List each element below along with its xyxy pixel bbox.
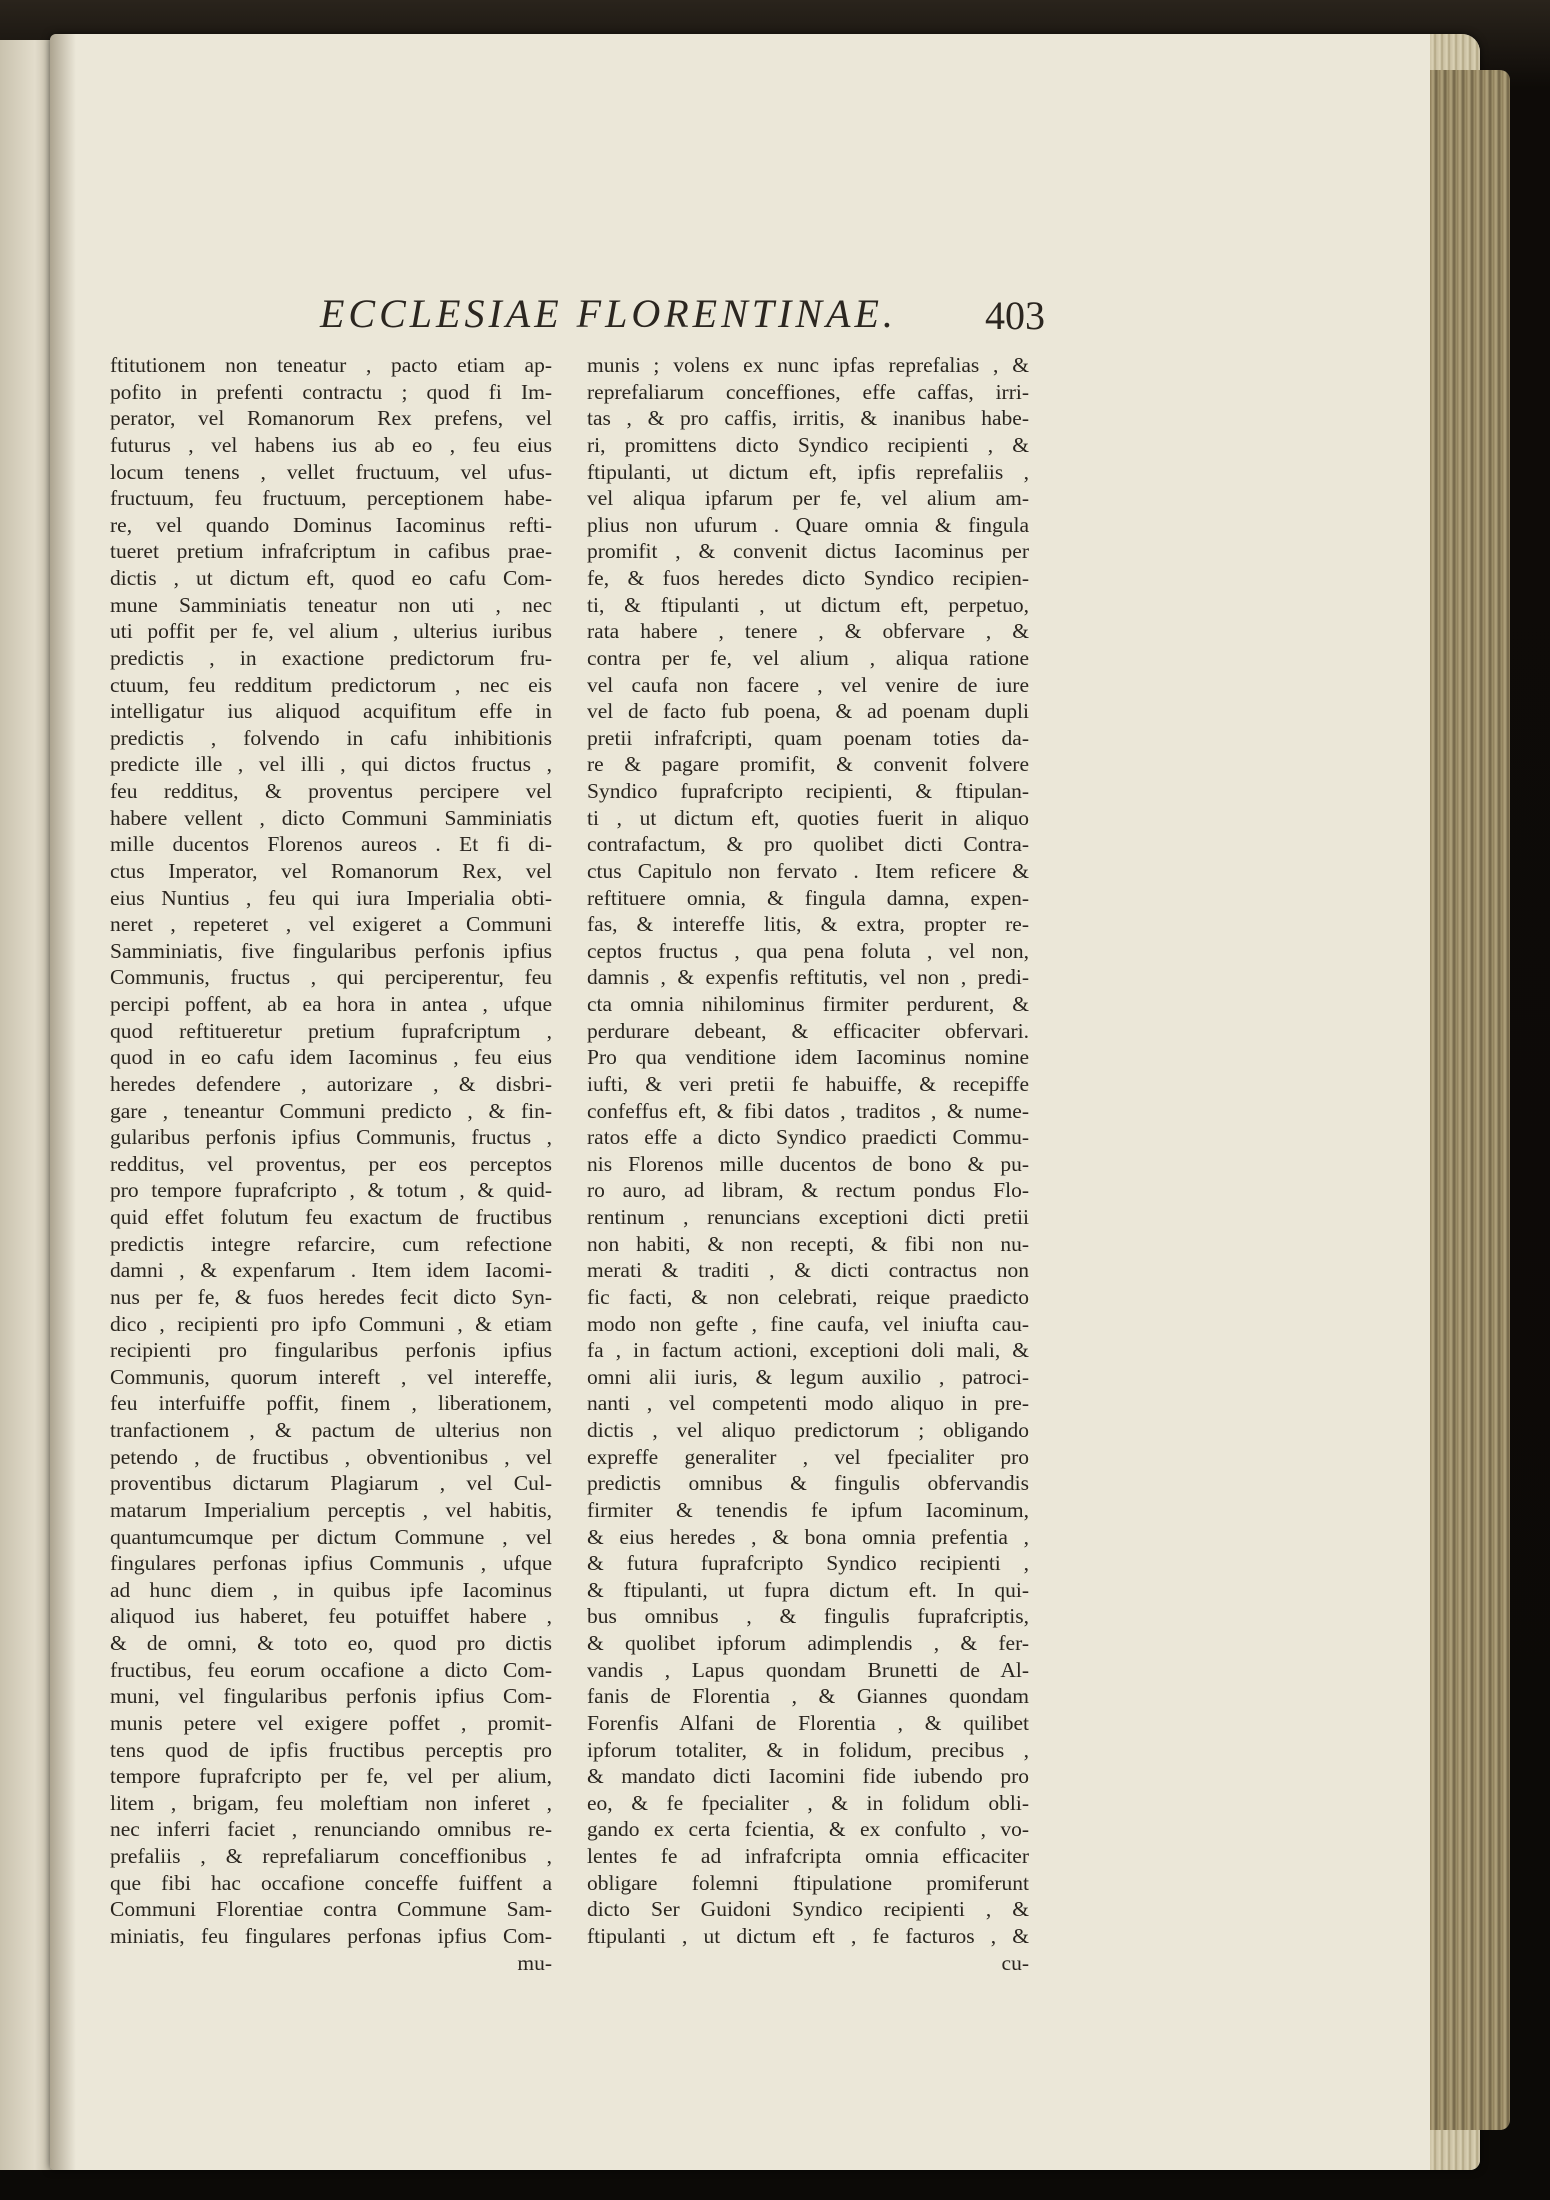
text-line: ipforum totaliter, & in folidum, precibus , (587, 1737, 1029, 1762)
text-line: contra per fe, vel alium , aliqua ratione (587, 645, 1029, 670)
text-line: ti , ut dictum eft, quoties fuerit in aliquo (587, 805, 1029, 830)
text-line: quod in eo cafu idem Iacominus , feu eius (110, 1045, 552, 1070)
text-line: pro tempore fuprafcripto , & totum , & quid- (110, 1178, 552, 1203)
right-column (587, 352, 1029, 1976)
text-line: ad hunc diem , in quibus ipfe Iacominus (110, 1577, 552, 1602)
text-line: dictis , ut dictum eft, quod eo cafu Com- (110, 566, 552, 590)
text-line: ratos effe a dicto Syndico praedicti Commu- (587, 1125, 1029, 1150)
text-line: eo, & fe fpecialiter , & in folidum obli- (587, 1790, 1029, 1815)
text-line: & quolibet ipforum adimplendis , & fer- (587, 1631, 1029, 1655)
text-line: que fibi hac occafione conceffe fuiffent a (110, 1870, 552, 1895)
text-line: predictis omnibus & fingulis obfervandis (587, 1471, 1029, 1496)
text-line: ctus Imperator, vel Romanorum Rex, vel (110, 858, 552, 883)
text-line: ftipulanti , ut dictum eft , fe facturos , & (587, 1923, 1029, 1948)
text-line: ftipulanti, ut dictum eft, ipfis reprefaliis , (587, 459, 1029, 484)
text-line: predicte ille , vel illi , qui dictos fructus , (110, 752, 552, 777)
text-line: eius Nuntius , feu qui iura Imperialia obti- (110, 885, 552, 910)
text-line: tens quod de ipfis fructibus perceptis pro (110, 1737, 552, 1762)
catchword: mu- (517, 1950, 552, 1975)
text-line: pretii infrafcripti, quam poenam toties da- (587, 725, 1029, 750)
text-line: Samminiatis, five fingularibus perfonis ipfius (110, 938, 552, 963)
text-line: Pro qua venditione idem Iacominus nomine (587, 1045, 1029, 1070)
text-line: fingulares perfonas ipfius Communis , ufque (110, 1551, 552, 1576)
text-line: proventibus dictarum Plagiarum , vel Cul- (110, 1471, 552, 1496)
text-line: merati & traditi , & dicti contractus non (587, 1258, 1029, 1283)
text-line: predictis , in exactione predictorum fru- (110, 645, 552, 670)
text-line: omni alii iuris, & legum auxilio , patroci- (587, 1364, 1029, 1389)
page-gutter (50, 34, 76, 2170)
text-line: & eius heredes , & bona omnia prefentia , (587, 1524, 1029, 1549)
text-line: & futura fuprafcripto Syndico recipienti , (587, 1551, 1029, 1576)
text-line: munis petere vel exigere poffet , promit- (110, 1710, 552, 1735)
text-line: redditus, vel proventus, per eos perceptos (110, 1151, 552, 1176)
text-line: confeffus eft, & fibi datos , traditos , & nume- (587, 1098, 1029, 1123)
text-line: predictis , folvendo in cafu inhibitionis (110, 725, 552, 750)
text-line: Syndico fuprafcripto recipienti, & ftipulan- (587, 779, 1029, 803)
text-line: vel de facto fub poena, & ad poenam dupli (587, 699, 1029, 724)
text-line: habere vellent , dicto Communi Samminiatis (110, 805, 552, 830)
text-line: tueret pretium infrafcriptum in cafibus prae- (110, 539, 552, 564)
text-line: fas, & intereffe litis, & extra, propter re- (587, 912, 1029, 937)
text-line: damni , & expenfarum . Item idem Iacomi- (110, 1258, 552, 1283)
text-line: promifit , & convenit dictus Iacominus per (587, 539, 1029, 564)
text-line: modo non gefte , fine caufa, vel iniufta cau- (587, 1311, 1029, 1336)
text-line: gare , teneantur Communi predicto , & fin- (110, 1098, 552, 1123)
text-line: intelligatur ius aliquod acquifitum effe in (110, 699, 552, 724)
text-line: non habiti, & non recepti, & fibi non nu- (587, 1231, 1029, 1256)
text-line: quid effet folutum feu exactum de fructibus (110, 1205, 552, 1229)
text-line: damnis , & expenfis reftitutis, vel non , predi- (587, 965, 1029, 990)
text-line: ctus Capitulo non fervato . Item reficere & (587, 858, 1029, 883)
text-line: uti poffit per fe, vel alium , ulterius iuribus (110, 619, 552, 644)
text-line: nec inferri faciet , renunciando omnibus re- (110, 1817, 552, 1842)
book-block-edge (1430, 70, 1510, 2130)
text-line: percipi poffent, ab ea hora in antea , ufque (110, 992, 552, 1016)
text-line: fa , in factum actioni, exceptioni doli mali, & (587, 1338, 1029, 1363)
text-line: recipienti pro fingularibus perfonis ipfius (110, 1338, 552, 1363)
text-line: feu interfuiffe poffit, finem , liberationem, (110, 1391, 552, 1416)
text-line: gularibus perfonis ipfius Communis, fructus , (110, 1125, 552, 1150)
page-number: 403 (985, 293, 1045, 338)
text-line: aliquod ius haberet, feu potuiffet habere , (110, 1604, 552, 1629)
text-line: plius non ufurum . Quare omnia & fingula (587, 512, 1029, 537)
text-line: quod reftitueretur pretium fuprafcriptum , (110, 1018, 552, 1043)
text-line: tas , & pro caffis, irritis, & inanibus habe- (587, 406, 1029, 431)
text-line: neret , repeteret , vel exigeret a Communi (110, 912, 552, 937)
text-line: predictis integre refarcire, cum refectione (110, 1231, 552, 1256)
text-line: re & pagare promifit, & convenit folvere (587, 752, 1029, 777)
text-line: dico , recipienti pro ipfo Communi , & etiam (110, 1311, 552, 1336)
text-line: & mandato dicti Iacomini fide iubendo pro (587, 1764, 1029, 1789)
text-line: litem , brigam, feu moleftiam non inferet , (110, 1790, 552, 1815)
text-line: muni, vel fingularibus perfonis ipfius Com- (110, 1684, 552, 1709)
text-line: ro auro, ad libram, & rectum pondus Flo- (587, 1178, 1029, 1203)
text-line: prefaliis , & reprefaliarum conceffionibus , (110, 1844, 552, 1868)
text-line: ti, & ftipulanti , ut dictum eft, perpetuo, (587, 592, 1029, 617)
text-line: contrafactum, & pro quolibet dicti Contra- (587, 832, 1029, 857)
text-line: perator, vel Romanorum Rex prefens, vel (110, 406, 552, 431)
text-line: munis ; volens ex nunc ipfas reprefalias , & (587, 353, 1029, 377)
left-column (110, 352, 552, 1976)
text-line: lentes fe ad infrafcripta omnia efficaciter (587, 1844, 1029, 1868)
text-line: vandis , Lapus quondam Brunetti de Al- (587, 1657, 1029, 1682)
text-line: tranfactionem , & pactum de ulterius non (110, 1418, 552, 1442)
text-line: matarum Imperialium perceptis , vel habitis, (110, 1497, 552, 1522)
text-line: fic facti, & non celebrati, reique praedicto (587, 1284, 1029, 1309)
text-line: bus omnibus , & fingulis fuprafcriptis, (587, 1604, 1029, 1629)
text-line: miniatis, feu fingulares perfonas ipfius Com- (110, 1923, 552, 1948)
text-line: nanti , vel competenti modo aliquo in pre- (587, 1391, 1029, 1416)
text-line: Forenfis Alfani de Florentia , & quilibet (587, 1710, 1029, 1735)
text-line: rentinum , renuncians exceptioni dicti pretii (587, 1205, 1029, 1229)
text-line: Communis, fructus , qui perciperentur, feu (110, 965, 552, 990)
text-line: & ftipulanti, ut fupra dictum eft. In qui- (587, 1577, 1029, 1602)
text-line: fructibus, feu eorum occafione a dicto Com- (110, 1657, 552, 1682)
text-line: vel aliqua ipfarum per fe, vel alium am- (587, 486, 1029, 511)
text-line: mille ducentos Florenos aureos . Et fi di- (110, 832, 552, 857)
text-line: reftituere omnia, & fingula damna, expen- (587, 885, 1029, 910)
text-line: cta omnia nihilominus firmiter perdurent, & (587, 992, 1029, 1016)
text-line: ceptos fructus , qua pena foluta , vel non, (587, 938, 1029, 963)
text-line: dictis , vel aliquo predictorum ; obligando (587, 1418, 1029, 1442)
text-line: vel caufa non facere , vel venire de iure (587, 672, 1029, 697)
text-line: rata habere , tenere , & obfervare , & (587, 619, 1029, 644)
text-line: quantumcumque per dictum Commune , vel (110, 1524, 552, 1549)
text-line: tempore fuprafcripto per fe, vel per alium, (110, 1764, 552, 1789)
text-line: feu redditus, & proventus percipere vel (110, 779, 552, 803)
text-line: ri, promittens dicto Syndico recipienti , & (587, 432, 1029, 457)
text-line: petendo , de fructibus , obventionibus , vel (110, 1444, 552, 1469)
text-line: fanis de Florentia , & Giannes quondam (587, 1684, 1029, 1709)
text-line: reprefaliarum conceffiones, effe caffas, irri- (587, 379, 1029, 404)
catchword: cu- (1001, 1950, 1029, 1975)
text-line: dicto Ser Guidoni Syndico recipienti , & (587, 1897, 1029, 1922)
running-head: ECCLESIAE FLORENTINAE. (320, 291, 897, 336)
text-line: ctuum, feu redditum predictorum , nec eis (110, 672, 552, 697)
text-line: expreffe generaliter , vel fpecialiter pro (587, 1444, 1029, 1469)
text-line: re, vel quando Dominus Iacominus refti- (110, 512, 552, 537)
text-line: pofito in prefenti contractu ; quod fi Im- (110, 379, 552, 404)
text-line: gando ex certa fcientia, & ex confulto , vo- (587, 1817, 1029, 1842)
text-line: ftitutionem non teneatur , pacto etiam ap- (110, 353, 552, 377)
text-line: perdurare debeant, & efficaciter obfervari. (587, 1018, 1029, 1043)
text-line: firmiter & tenendis fe ipfum Iacominum, (587, 1497, 1029, 1522)
text-line: Communi Florentiae contra Commune Sam- (110, 1897, 552, 1922)
text-line: futurus , vel habens ius ab eo , feu eius (110, 432, 552, 457)
text-line: nus per fe, & fuos heredes fecit dicto Syn- (110, 1284, 552, 1309)
text-line: fructuum, feu fructuum, perceptionem habe- (110, 486, 552, 511)
text-line: fe, & fuos heredes dicto Syndico recipien- (587, 566, 1029, 590)
text-line: & de omni, & toto eo, quod pro dictis (110, 1631, 552, 1655)
text-line: mune Samminiatis teneatur non uti , nec (110, 592, 552, 617)
text-line: obligare folemni ftipulatione promiferunt (587, 1870, 1029, 1895)
text-line: locum tenens , vellet fructuum, vel ufus- (110, 459, 552, 484)
text-line: nis Florenos mille ducentos de bono & pu- (587, 1151, 1029, 1176)
text-line: Communis, quorum intereft , vel intereffe, (110, 1364, 552, 1389)
text-line: heredes defendere , autorizare , & disbri- (110, 1071, 552, 1096)
text-line: iufti, & veri pretii fe habuiffe, & recepiffe (587, 1071, 1029, 1096)
